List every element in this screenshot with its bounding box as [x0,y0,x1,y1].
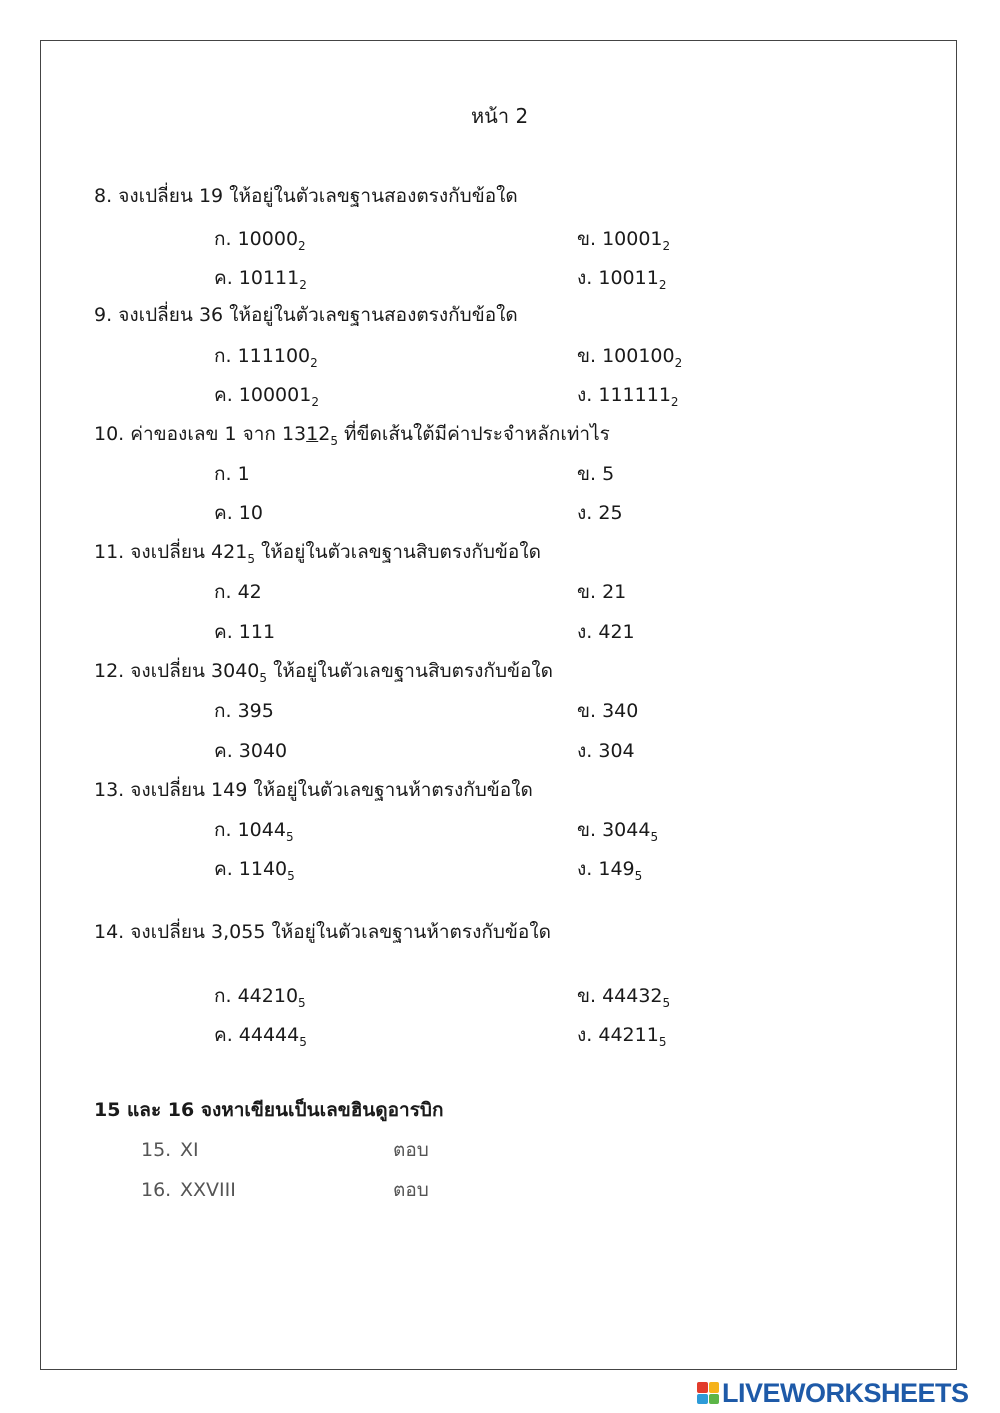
question-text: จงเปลี่ยน 36 ให้อยู่ในตัวเลขฐานสองตรงกับข้อใด [118,304,518,326]
q8-option-b[interactable]: ข. $10001_2$ [577,228,671,253]
q12-option-a[interactable]: ก. 395 [214,700,274,722]
q10-option-c[interactable]: ค. 10 [214,502,263,524]
question-number: 11. [94,541,125,563]
brand-name: LIVEWORKSHEETS [722,1377,969,1408]
question-number: 9. [94,304,113,326]
q11-option-b[interactable]: ข. 21 [577,581,627,603]
q9-option-d[interactable]: ง. $111111_2$ [577,384,679,409]
logo-square-red [697,1382,708,1393]
question-9 [94,303,518,327]
question-number: 13. [94,779,125,801]
question-10: 10. ค่าของเลข 1 จาก $1312_5$ ที่ขีดเส้นใต้มีค่าประจำหลักเท่าไร [94,423,610,448]
logo-square-yellow [709,1382,720,1393]
q11-option-d[interactable]: ง. 421 [577,621,635,643]
q14-option-c[interactable]: ค. $44444_5$ [214,1024,307,1049]
question-number: 14. [94,921,125,943]
q12-option-b[interactable]: ข. 340 [577,700,639,722]
q13-option-a[interactable]: ก. $1044_5$ [214,819,294,844]
logo-square-blue [697,1394,708,1405]
q8-option-d[interactable]: ง. $10011_2$ [577,267,667,292]
question-number: 10. [94,423,125,445]
item-16-answer-field[interactable]: ตอบ [393,1179,429,1201]
question-text: จงเปลี่ยน 19 ให้อยู่ในตัวเลขฐานสองตรงกับข้อใด [118,185,518,207]
liveworksheets-logo [697,1378,969,1408]
question-number: 8. [94,185,113,207]
q10-option-a[interactable]: ก. 1 [214,463,250,485]
item-16-roman: XXVIII [180,1179,236,1201]
question-12: 12. จงเปลี่ยน $3040_5$ ให้อยู่ในตัวเลขฐานสิบตรงกับข้อใด [94,660,554,685]
worksheet-page [40,40,957,1370]
item-16-number: 16. [141,1179,172,1201]
q8-option-a[interactable]: ก. $10000_2$ [214,228,306,253]
q10-option-b[interactable]: ข. 5 [577,463,615,485]
underlined-digit: 1 [306,423,319,445]
liveworksheets-icon [697,1382,719,1404]
q14-option-b[interactable]: ข. $44432_5$ [577,985,671,1010]
q9-option-b[interactable]: ข. $100100_2$ [577,345,683,370]
question-text: จงเปลี่ยน 3,055 ให้อยู่ในตัวเลขฐานห้าตรงกับข้อใด [130,921,551,943]
logo-square-green [709,1394,720,1405]
q11-option-c[interactable]: ค. 111 [214,621,276,643]
q12-option-c[interactable]: ค. 3040 [214,740,288,762]
question-text: จงเปลี่ยน 149 ให้อยู่ในตัวเลขฐานห้าตรงกับข้อใด [130,779,533,801]
question-8 [94,184,518,208]
question-11: 11. จงเปลี่ยน $421_5$ ให้อยู่ในตัวเลขฐานสิบตรงกับข้อใด [94,541,541,566]
q13-option-b[interactable]: ข. $3044_5$ [577,819,659,844]
page-title: หน้า 2 [471,104,529,128]
q13-option-d[interactable]: ง. $149_5$ [577,858,643,883]
q14-option-a[interactable]: ก. $44210_5$ [214,985,306,1010]
q9-option-a[interactable]: ก. $111100_2$ [214,345,318,370]
q13-option-c[interactable]: ค. $1140_5$ [214,858,295,883]
item-15-number: 15. [141,1139,172,1161]
q14-option-d[interactable]: ง. $44211_5$ [577,1024,667,1049]
item-15-answer-field[interactable]: ตอบ [393,1139,429,1161]
section-heading: 15 และ 16 จงหาเขียนเป็นเลขฮินดูอารบิก [94,1099,444,1121]
question-14 [94,920,551,944]
q8-option-c[interactable]: ค. $10111_2$ [214,267,307,292]
question-13 [94,778,533,802]
q10-option-d[interactable]: ง. 25 [577,502,623,524]
item-15-roman: XI [180,1139,199,1161]
q12-option-d[interactable]: ง. 304 [577,740,635,762]
q9-option-c[interactable]: ค. $100001_2$ [214,384,319,409]
q11-option-a[interactable]: ก. 42 [214,581,262,603]
question-number: 12. [94,660,125,682]
